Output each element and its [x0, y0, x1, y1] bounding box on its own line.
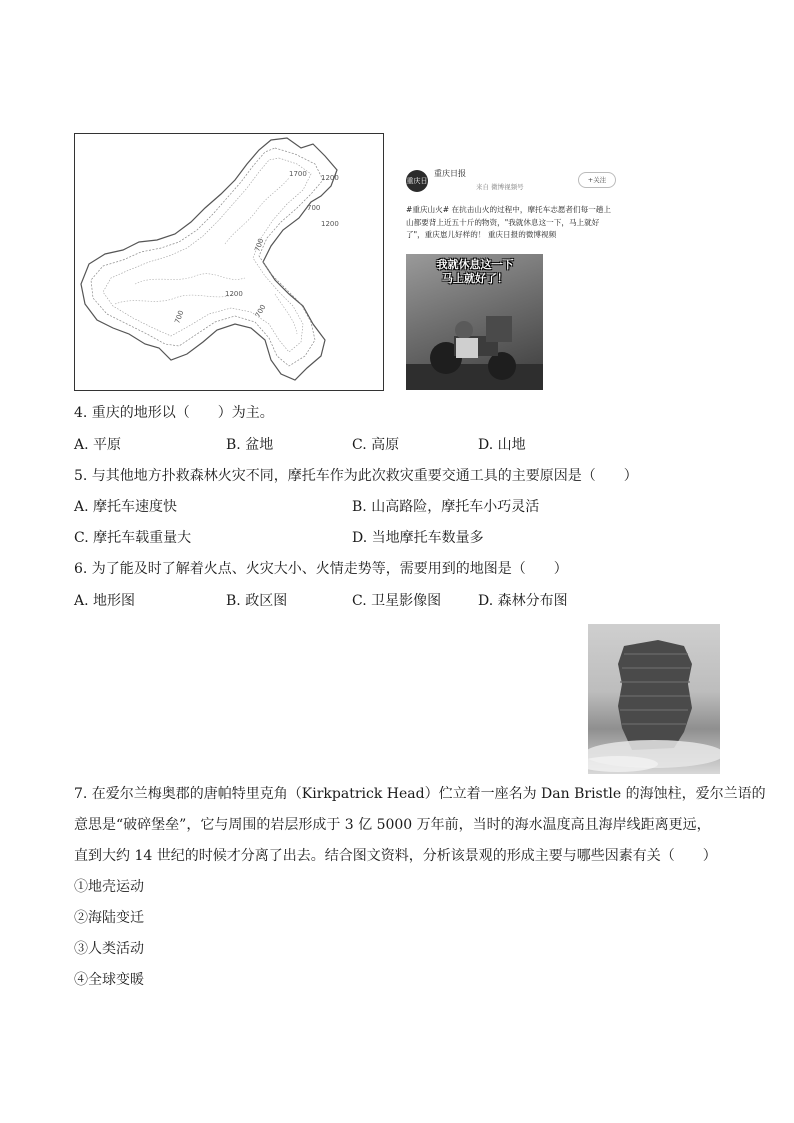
- question-7-factor-2: ②海陆变迁: [74, 910, 144, 926]
- contour-label: 700: [253, 303, 268, 319]
- photo-caption-line-1: 我就休息这一下: [436, 258, 514, 271]
- sea-stack-scene: [588, 624, 720, 774]
- weibo-post-screenshot: [404, 162, 616, 390]
- contour-ridge-4: [275, 294, 297, 334]
- question-4-option-d[interactable]: D. 山地: [478, 437, 526, 453]
- question-5-option-d[interactable]: D. 当地摩托车数量多: [352, 530, 484, 546]
- contour-ridge-2: [115, 294, 235, 304]
- question-7-factor-3: ③人类活动: [74, 941, 144, 957]
- contour-label: 1200: [225, 290, 243, 298]
- question-5-option-a[interactable]: A. 摩托车速度快: [74, 499, 178, 515]
- account-name: 重庆日报: [434, 169, 466, 178]
- chongqing-topographic-map: [74, 133, 384, 391]
- contour-label: 1700: [289, 170, 307, 178]
- question-4-option-b[interactable]: B. 盆地: [226, 437, 274, 453]
- photo-caption-line-2: 马上就好了！: [442, 272, 508, 285]
- question-6-option-b[interactable]: B. 政区图: [226, 593, 288, 609]
- contour-label: 1200: [321, 174, 339, 182]
- post-text: #重庆山火# 在抗击山火的过程中，摩托车志愿者们每一趟上山都要背上近五十斤的物资，"我就休息这一下，马上就好了"，重庆崽儿好样的！ 重庆日报的微博视频: [406, 205, 611, 239]
- question-6-stem: 6. 为了能及时了解着火点、火灾大小、火情走势等，需要用到的地图是（ ）: [74, 561, 568, 577]
- question-7-line-3: 直到大约 14 世纪的时候才分离了出去。结合图文资料，分析该景观的形成主要与哪些因素有关（ ）: [74, 848, 717, 864]
- question-7-line-1: 7. 在爱尔兰梅奥郡的唐帕特里克角（Kirkpatrick Head）伫立着一座名为 Dan Bristle 的海蚀柱，爱尔兰语的: [74, 786, 766, 802]
- contour-label: 700: [307, 204, 321, 212]
- contour-ridge-1: [135, 274, 245, 284]
- question-7-factor-4: ④全球变暖: [74, 972, 144, 988]
- question-7-line-2: 意思是“破碎堡垒”，它与周围的岩层形成于 3 亿 5000 万年前，当时的海水温度高且海岸线距离更远，: [74, 817, 711, 833]
- question-5-stem: 5. 与其他地方扑救森林火灾不同，摩托车作为此次救灾重要交通工具的主要原因是（ ）: [74, 468, 638, 484]
- contour-label: 1200: [321, 220, 339, 228]
- account-avatar: 重庆日报: [406, 170, 428, 192]
- contour-label: 700: [253, 237, 266, 253]
- post-source: 来自 微博视频号: [476, 183, 524, 191]
- follow-button[interactable]: +关注: [578, 172, 616, 188]
- map-svg: [75, 134, 383, 390]
- contour-label: 700: [173, 309, 186, 325]
- sea-stack-photo: [588, 624, 720, 774]
- question-6-option-a[interactable]: A. 地形图: [74, 593, 136, 609]
- question-4-option-a[interactable]: A. 平原: [74, 437, 122, 453]
- question-5-option-c[interactable]: C. 摩托车载重量大: [74, 530, 192, 546]
- question-6-option-c[interactable]: C. 卫星影像图: [352, 593, 442, 609]
- question-6-option-d[interactable]: D. 森林分布图: [478, 593, 568, 609]
- question-5-option-b[interactable]: B. 山高路险，摩托车小巧灵活: [352, 499, 540, 515]
- question-4-option-c[interactable]: C. 高原: [352, 437, 400, 453]
- question-7-factor-1: ①地壳运动: [74, 879, 144, 895]
- motorcycle-volunteer-photo: [406, 254, 543, 390]
- question-4-stem: 4. 重庆的地形以（ ）为主。: [74, 405, 274, 421]
- photo-scene: [406, 254, 543, 390]
